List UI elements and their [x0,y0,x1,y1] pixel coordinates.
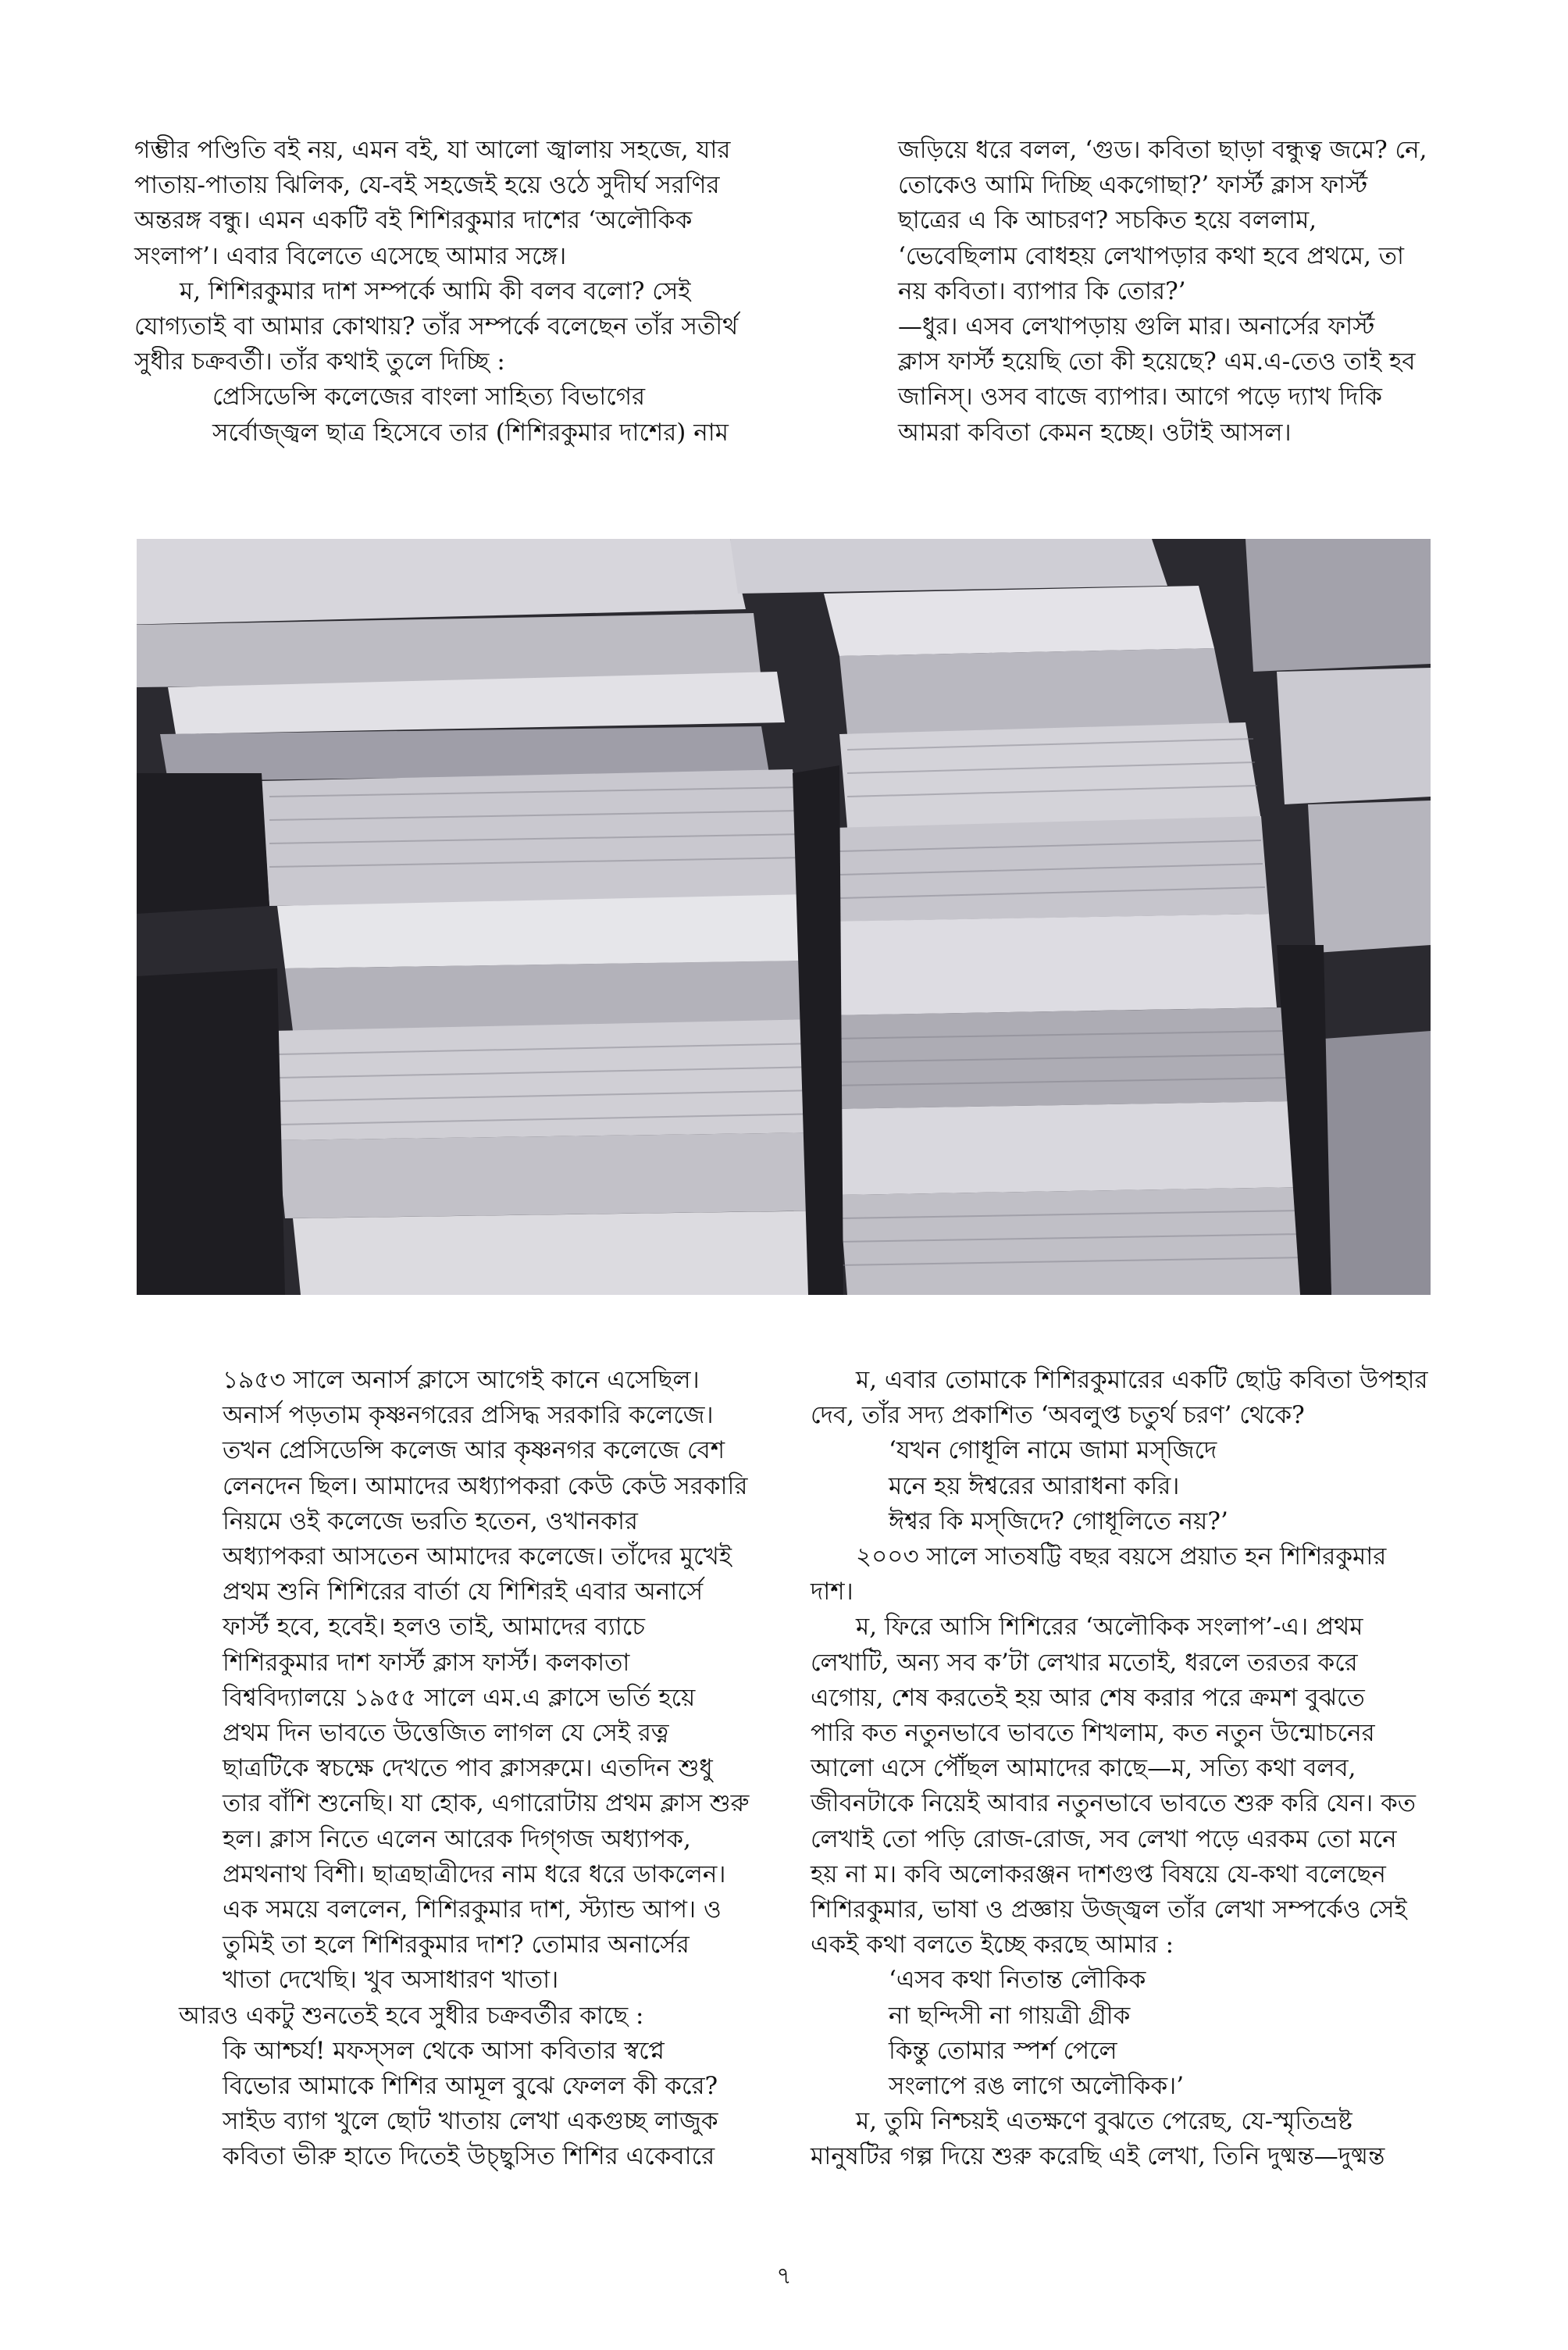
text-line: ২০০৩ সালে সাতষট্টি বছর বয়সে প্রয়াত হন শিশিরকুমার [856,1542,1387,1571]
text-line: নয় কবিতা। ব্যাপার কি তোর?’ [898,276,1186,305]
text-line: অধ্যাপকরা আসতেন আমাদের কলেজে। তাঁদের মুখেই [223,1542,732,1571]
text-line: লেখাটি, অন্য সব ক’টা লেখার মতোই, ধরলে তরতর করে [811,1648,1358,1677]
stacked-books-photo [137,539,1431,1295]
text-line: হল। ক্লাস নিতে এলেন আরেক দিগ্‌গজ অধ্যাপক, [223,1824,691,1853]
text-line: ম, ফিরে আসি শিশিরের ‘অলৌকিক সংলাপ’-এ। প্রথম [856,1613,1363,1642]
text-line: সংলাপে রঙ লাগে অলৌকিক।’ [889,2072,1185,2101]
text-line: হয় না ম। কবি অলোকরঞ্জন দাশগুপ্ত বিষয়ে যে-কথা বলেছেন [811,1860,1386,1888]
text-line: দাশ। [811,1578,853,1606]
text-line: বিশ্ববিদ্যালয়ে ১৯৫৫ সালে এম.এ ক্লাসে ভর্তি হয়ে [223,1683,696,1712]
text-line: জড়িয়ে ধরে বলল, ‘গুড। কবিতা ছাড়া বন্ধুত্ব জমে? নে, [898,136,1427,164]
text-line: কবিতা ভীরু হাতে দিতেই উচ্ছ্বসিত শিশির একেবারে [223,2142,715,2171]
text-line: নিয়মে ওই কলেজে ভরতি হতেন, ওখানকার [223,1507,638,1535]
text-line: কিন্তু তোমার স্পর্শ পেলে [889,2036,1117,2065]
text-line: ঈশ্বর কি মস্‌জিদে? গোধূলিতে নয়?’ [889,1507,1228,1535]
text-line: সংলাপ’। এবার বিলেতে এসেছে আমার সঙ্গে। [134,241,567,270]
text-line: না ছন্দিসী না গায়ত্রী গ্রীক [889,2001,1131,2030]
text-line: মানুষটির গল্প দিয়ে শুরু করেছি এই লেখা, তিনি দুষ্মন্ত—দুষ্মন্ত [811,2142,1385,2171]
text-line: জানিস্‌। ওসব বাজে ব্যাপার। আগে পড়ে দ্যাখ দিকি [898,383,1382,412]
text-line: গম্ভীর পণ্ডিতি বই নয়, এমন বই, যা আলো জ্বালায় সহজে, যার [134,136,731,164]
text-line: তোকেও আমি দিচ্ছি একগোছা?’ ফার্স্ট ক্লাস ফার্স্ট [898,171,1368,200]
bottom-left-column [179,1363,816,2175]
text-line: সুধীর চক্রবর্তী। তাঁর কথাই তুলে দিচ্ছি : [134,348,505,376]
text-line: লেনদেন ছিল। আমাদের অধ্যাপকরা কেউ কেউ সরকারি [223,1471,748,1500]
text-line: কি আশ্চর্য! মফস্‌সল থেকে আসা কবিতার স্বপ্নে [223,2036,665,2065]
page-number: ৭ [776,2263,792,2290]
text-line: পাতায়-পাতায় ঝিলিক, যে-বই সহজেই হয়ে ওঠে সুদীর্ঘ সরণির [134,171,720,200]
text-line: যোগ্যতাই বা আমার কোথায়? তাঁর সম্পর্কে বলেছেন তাঁর সতীর্থ [134,312,739,341]
text-line: মনে হয় ঈশ্বরের আরাধনা করি। [889,1471,1180,1500]
text-line: জীবনটাকে নিয়েই আবার নতুনভাবে ভাবতে শুরু করি যেন। কত [811,1789,1417,1818]
text-line: তুমিই তা হলে শিশিরকুমার দাশ? তোমার অনার্সের [223,1931,690,1960]
text-line: আরও একটু শুনতেই হবে সুধীর চক্রবর্তীর কাছে : [179,2001,644,2030]
text-line: প্রমথনাথ বিশী। ছাত্রছাত্রীদের নাম ধরে ধরে ডাকলেন। [223,1860,726,1888]
text-line: এগোয়, শেষ করতেই হয় আর শেষ করার পরে ক্রমশ বুঝতে [811,1683,1365,1712]
text-line: ছাত্রের এ কি আচরণ? সচকিত হয়ে বললাম, [898,206,1317,235]
text-line: ম, এবার তোমাকে শিশিরকুমারের একটি ছোট্ট কবিতা উপহার [856,1366,1428,1394]
text-line: লেখাই তো পড়ি রোজ-রোজ, সব লেখা পড়ে এরকম তো মনে [811,1824,1397,1853]
text-line: সাইড ব্যাগ খুলে ছোট খাতায় লেখা একগুচ্ছ লাজুক [223,2107,718,2136]
text-line: শিশিরকুমার দাশ ফার্স্ট ক্লাস ফার্স্ট। কলকাতা [223,1648,630,1677]
text-line: ‘যখন গোধূলি নামে জামা মস্‌জিদে [889,1436,1217,1465]
text-line: তার বাঁশি শুনেছি। যা হোক, এগারোটায় প্রথম ক্লাস শুরু [223,1789,750,1818]
bottom-right-column [811,1363,1451,2175]
text-line: ফার্স্ট হবে, হবেই। হলও তাই, আমাদের ব্যাচে [223,1613,645,1642]
text-line: ‘এসব কথা নিতান্ত লৌকিক [889,1966,1146,1995]
text-line: সর্বোজ্জ্বল ছাত্র হিসেবে তার (শিশিরকুমার দাশের) নাম [212,418,729,447]
text-line: ১৯৫৩ সালে অনার্স ক্লাসে আগেই কানে এসেছিল। [223,1366,700,1394]
text-line: তখন প্রেসিডেন্সি কলেজ আর কৃষ্ণনগর কলেজে বেশ [223,1436,725,1465]
top-left-column [134,133,759,451]
top-right-column [898,133,1445,451]
text-line: ‘ভেবেছিলাম বোধহয় লেখাপড়ার কথা হবে প্রথমে, তা [898,241,1405,270]
text-line: শিশিরকুমার, ভাষা ও প্রজ্ঞায় উজ্জ্বল তাঁর লেখা সম্পর্কেও সেই [811,1895,1407,1924]
text-line: এক সময়ে বললেন, শিশিরকুমার দাশ, স্ট্যান্ড আপ। ও [223,1895,722,1924]
text-line: অন্তরঙ্গ বন্ধু। এমন একটি বই শিশিরকুমার দাশের ‘অলৌকিক [134,206,693,235]
text-line: আমরা কবিতা কেমন হচ্ছে। ওটাই আসল। [898,418,1292,447]
text-line: ম, তুমি নিশ্চয়ই এতক্ষণে বুঝতে পেরেছ, যে-স্মৃতিভ্রষ্ট [856,2107,1352,2136]
text-line: দেব, তাঁর সদ্য প্রকাশিত ‘অবলুপ্ত চতুর্থ চরণ’ থেকে? [811,1401,1305,1430]
text-line: একই কথা বলতে ইচ্ছে করছে আমার : [811,1931,1174,1960]
text-line: প্রথম শুনি শিশিরের বার্তা যে শিশিরই এবার অনার্সে [223,1578,704,1606]
text-line: ছাত্রটিকে স্বচক্ষে দেখতে পাব ক্লাসরুমে। এতদিন শুধু [223,1754,713,1783]
text-line: প্রথম দিন ভাবতে উত্তেজিত লাগল যে সেই রত্ন [223,1719,669,1748]
text-line: ম, শিশিরকুমার দাশ সম্পর্কে আমি কী বলব বলো? সেই [180,276,691,305]
text-line: খাতা দেখেছি। খুব অসাধারণ খাতা। [223,1966,559,1995]
text-line: পারি কত নতুনভাবে ভাবতে শিখলাম, কত নতুন উন্মোচনের [811,1719,1375,1748]
text-line: প্রেসিডেন্সি কলেজের বাংলা সাহিত্য বিভাগের [212,383,646,412]
text-line: বিভোর আমাকে শিশির আমূল বুঝে ফেলল কী করে? [223,2072,718,2101]
text-line: ক্লাস ফার্স্ট হয়েছি তো কী হয়েছে? এম.এ-তেও তাই হব [898,348,1416,376]
text-line: আলো এসে পৌঁছল আমাদের কাছে—ম, সত্যি কথা বলব, [811,1754,1356,1783]
text-line: —ধুর। এসব লেখাপড়ায় গুলি মার। অনার্সের ফার্স্ট [898,312,1375,341]
text-line: অনার্স পড়তাম কৃষ্ণনগরের প্রসিদ্ধ সরকারি কলেজে। [223,1401,714,1430]
